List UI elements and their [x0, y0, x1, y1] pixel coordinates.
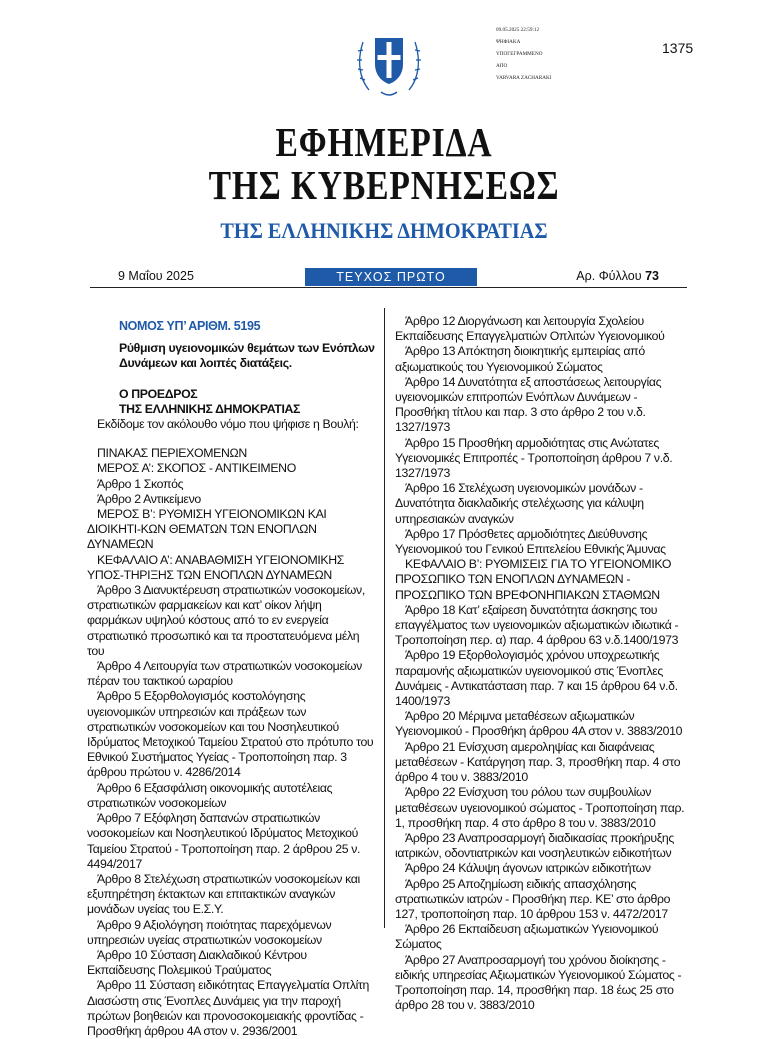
toc-entry: Άρθρο 10 Σύσταση Διακλαδικού Κέντρου Εκπαίδευσης Πολεμικού Τραύματος — [87, 947, 307, 978]
toc-entry: ΜΕΡΟΣ Α’: ΣΚΟΠΟΣ - ΑΝΤΙΚΕΙΜΕΝΟ — [97, 461, 296, 476]
left-column — [87, 319, 375, 1039]
toc-entry: Άρθρο 14 Δυνατότητα εξ αποστάσεως λειτουργίας υγειονομικών επιτροπών Ενόπλων Δυνάμεων - Προσθήκη τίτλου και παρ. 3 στο άρθρο 2 του ν.δ. 1327/1973 — [395, 374, 662, 435]
toc-entry: Άρθρο 11 Σύσταση ειδικότητας Επαγγελματία Οπλίτη Διασώστη στις Ένοπλες Δυνάμεις για την παροχή πρώτων βοηθειών και προνοσοκομειακής φροντίδας - Προσθήκη άρθρου 4Α στον ν. 2936/2001 — [87, 978, 369, 1038]
enactment-formula: Εκδίδομε τον ακόλουθο νόμο που ψήφισε η Βουλή: — [97, 417, 359, 432]
issue-info-bar — [90, 268, 687, 288]
toc-entry: Άρθρο 9 Αξιολόγηση ποιότητας παρεχόμενων υπηρεσιών υγείας στρατιωτικών νοσοκομείων — [87, 917, 332, 947]
law-title-line: Δυνάμεων και λοιπές διατάξεις. — [119, 356, 292, 371]
toc-entry: Άρθρο 3 Διανυκτέρευση στρατιωτικών νοσοκομείων, στρατιωτικών φαρμακείων και κατ’ οίκον λήψη φαρμάκων υψηλού κόστους από το εν ενεργεία στρατιωτικό προσωπικό και τα προστατευόμενα μέλη του — [87, 583, 365, 658]
signature-line: ΑΠΟ — [496, 63, 508, 69]
toc-entry: Άρθρο 19 Εξορθολογισμός χρόνου υποχρεωτικής παραμονής αξιωματικών υγειονομικού στις Ένοπλες Δυνάμεις - Αντικατάσταση παρ. 7 και 15 άρθρου 64 ν.δ. 1400/1973 — [395, 648, 678, 709]
toc-entry: Άρθρο 5 Εξορθολογισμός κοστολόγησης υγειονομικών υπηρεσιών και πράξεων των στρατιωτικών νοσοκομείων και του Νοσηλευτικού Ιδρύματος Μετοχικού Ταμείου Στρατού στο πρότυπο του Εθνικού Συστήματος Υγείας - Τροποποίηση παρ. 3 άρθρου πρώτου ν. 4286/2014 — [87, 689, 374, 780]
signature-line: ΨΗΦΙΑΚΑ — [496, 39, 521, 45]
greek-coat-of-arms-emblem — [355, 20, 423, 100]
toc-entry: ΚΕΦΑΛΑΙΟ Β’: ΡΥΘΜΙΣΕΙΣ ΓΙΑ ΤΟ ΥΓΕΙΟΝΟΜΙΚΟ ΠΡΟΣΩΠΙΚΟ ΤΩΝ ΕΝΟΠΛΩΝ ΔΥΝΑΜΕΩΝ - ΠΡΟΣΩΠΙΚΟ ΤΩΝ ΒΡΕΦΟΝΗΠΙΑΚΩΝ ΣΤΑΘΜΩΝ — [395, 557, 672, 602]
gazette-title-line-1: ΕΦΗΜΕΡΙΔΑ — [275, 119, 493, 165]
signature-line: ΥΠΟΓΕΓΡΑΜΜΕΝΟ — [496, 51, 543, 57]
toc-entry: Άρθρο 7 Εξόφληση δαπανών στρατιωτικών νοσοκομείων και Νοσηλευτικού Ιδρύματος Μετοχικού Ταμείου Στρατού - Τροποποίηση παρ. 2 άρθρου 25 ν. 4494/2017 — [87, 811, 361, 871]
sheet-number — [576, 269, 659, 283]
toc-entry: Άρθρο 16 Στελέχωση υγειονομικών μονάδων - Δυνατότητα διακλαδικής στελέχωσης για κάλυψη υπηρεσιακών αναγκών — [395, 481, 644, 526]
toc-entry: Άρθρο 6 Εξασφάλιση οικονομικής αυτοτέλειας στρατιωτικών νοσοκομείων — [87, 780, 333, 810]
toc-entry: Άρθρο 20 Μέριμνα μεταθέσεων αξιωματικών Υγειονομικού - Προσθήκη άρθρου 4Α στον ν. 3883/2010 — [395, 709, 683, 739]
toc-entry: Άρθρο 25 Αποζημίωση ειδικής απασχόλησης στρατιωτικών ιατρών - Προσθήκη περ. ΚΕ’ στο άρθρο 127, τροποποίηση παρ. 10 άρθρου 153 ν. 4472/2017 — [395, 876, 671, 921]
toc-entry: Άρθρο 26 Εκπαίδευση αξιωματικών Υγειονομικού Σώματος — [395, 922, 659, 952]
toc-entry: ΠΙΝΑΚΑΣ ΠΕΡΙΕΧΟΜΕΝΩΝ — [97, 446, 247, 461]
toc-entry: Άρθρο 24 Κάλυψη άγονων ιατρικών ειδικοτήτων — [405, 861, 651, 876]
gazette-subtitle: ΤΗΣ ΕΛΛΗΝΙΚΗΣ ΔΗΜΟΚΡΑΤΙΑΣ — [220, 218, 548, 243]
signature-line: VARVARA ZACHARAKI — [496, 75, 552, 81]
gazette-title-line-2: ΤΗΣ ΚΥΒΕΡΝΗΣΕΩΣ — [208, 162, 560, 208]
sheet-number-value: 73 — [645, 269, 659, 283]
president-line: ΤΗΣ ΕΛΛΗΝΙΚΗΣ ΔΗΜΟΚΡΑΤΙΑΣ — [119, 401, 301, 416]
column-divider — [384, 308, 385, 928]
signature-line: 09.05.2025 22:59:12 — [496, 27, 540, 33]
page-number: 1375 — [662, 40, 694, 56]
toc-entry: ΚΕΦΑΛΑΙΟ Α’: ΑΝΑΒΑΘΜΙΣΗ ΥΓΕΙΟΝΟΜΙΚΗΣ ΥΠΟΣ-ΤΗΡΙΞΗΣ ΤΩΝ ΕΝΟΠΛΩΝ ΔΥΝΑΜΕΩΝ — [87, 552, 345, 582]
toc-entry: Άρθρο 15 Προσθήκη αρμοδιότητας στις Ανώτατες Υγειονομικές Επιτροπές - Τροποποίηση άρθρου 7 ν.δ. 1327/1973 — [395, 435, 673, 481]
toc-entry: Άρθρο 2 Αντικείμενο — [97, 491, 201, 506]
toc-entry: Άρθρο 22 Ενίσχυση του ρόλου των συμβουλίων μεταθέσεων υγειονομικού σώματος - Τροποποίηση παρ. 1, προσθήκη παρ. 4 στο άρθρο 8 του ν. 3883/2010 — [395, 785, 685, 830]
toc-entry: Άρθρο 21 Ενίσχυση αμεροληψίας και διαφάνειας μεταθέσεων - Κατάργηση παρ. 3, προσθήκη παρ. 4 στο άρθρο 4 του ν. 3883/2010 — [395, 739, 681, 785]
toc-entry: Άρθρο 17 Πρόσθετες αρμοδιότητες Διεύθυνσης Υγειονομικού του Γενικού Επιτελείου Εθνικής Άμυνας — [395, 526, 666, 557]
toc-entry: Άρθρο 13 Απόκτηση διοικητικής εμπειρίας από αξιωματικούς του Υγειονομικού Σώματος — [395, 344, 645, 374]
toc-entry: ΜΕΡΟΣ Β’: ΡΥΘΜΙΣΗ ΥΓΕΙΟΝΟΜΙΚΩΝ ΚΑΙ ΔΙΟΙΚΗΤΙ-ΚΩΝ ΘΕΜΑΤΩΝ ΤΩΝ ΕΝΟΠΛΩΝ ΔΥΝΑΜΕΩΝ — [87, 507, 327, 552]
toc-entry: Άρθρο 12 Διοργάνωση και λειτουργία Σχολείου Εκπαίδευσης Επαγγελματιών Οπλιτών Υγειονομικού — [395, 314, 665, 344]
digital-signature-block — [496, 24, 551, 84]
law-number: ΝΟΜΟΣ ΥΠ’ ΑΡΙΘΜ. 5195 — [119, 319, 261, 333]
toc-entry: Άρθρο 8 Στελέχωση στρατιωτικών νοσοκομείων και εξυπηρέτηση έκτακτων και επιτακτικών αναγκών μονάδων υγείας του Ε.Σ.Υ. — [87, 871, 360, 917]
toc-entry: Άρθρο 18 Κατ’ εξαίρεση δυνατότητα άσκησης του επαγγέλματος των υγειονομικών αξιωματικών ιδιωτικά - Τροποποίηση περ. α) παρ. 4 άρθρου 63 ν.δ.1400/1973 — [395, 602, 679, 648]
issue-date: 9 Μαΐου 2025 — [118, 269, 194, 283]
toc-entry: Άρθρο 23 Αναπροσαρμογή διαδικασίας προκήρυξης ιατρικών, οδοντιατρικών και νοσηλευτικών ειδικοτήτων — [395, 830, 674, 861]
issue-series-badge: ΤΕΥΧΟΣ ΠΡΩΤΟ — [305, 268, 477, 286]
law-title-line: Ρύθμιση υγειονομικών θεμάτων των Ενόπλων — [119, 341, 375, 356]
president-line: Ο ΠΡΟΕΔΡΟΣ — [119, 386, 198, 401]
toc-entry: Άρθρο 27 Αναπροσαρμογή του χρόνου διοίκησης - ειδικής υπηρεσίας Αξιωματικών Υγειονομικού Σώματος - Τροποποίηση παρ. 14, προσθήκη παρ. 18 έως 25 στο άρθρο 28 του ν. 3883/2010 — [395, 952, 682, 1013]
toc-entry: Άρθρο 1 Σκοπός — [97, 476, 184, 491]
toc-entry: Άρθρο 4 Λειτουργία των στρατιωτικών νοσοκομείων πέραν του τακτικού ωραρίου — [87, 659, 362, 689]
sheet-label: Αρ. Φύλλου — [576, 269, 642, 283]
right-column — [395, 314, 691, 1013]
